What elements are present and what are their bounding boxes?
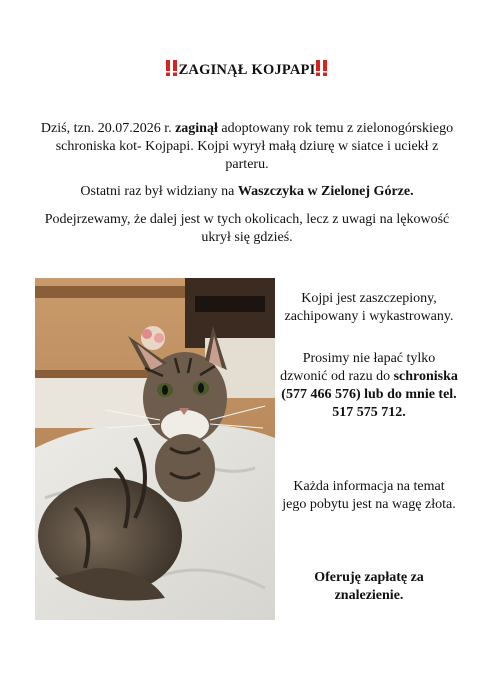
intro-text: Dziś, tzn. 20.07.2026 r. <box>40 121 176 136</box>
intro-bold: zaginął <box>175 121 218 136</box>
suspicion-paragraph: Podejrzewamy, że dalej jest w tych okolicach, lecz z uwagi na lękowość ukrył się gdzieś. <box>44 212 450 245</box>
contact-request-text: Prosimy nie łapać tylko dzwonić od razu do <box>280 351 436 384</box>
contact-request <box>280 350 458 422</box>
intro-paragraph <box>40 120 454 174</box>
health-info: Kojpi jest zaszczepiony, zachipowany i wykastrowany. <box>284 291 454 324</box>
last-seen-location: Waszczyka w Zielonej Górze. <box>237 184 414 199</box>
last-seen-text: Ostatni raz był widziany na <box>80 184 238 199</box>
title-text: ZAGINĄŁ KOJPAPI <box>178 62 316 78</box>
cat-photo <box>35 278 275 620</box>
info-value: Każda informacja na temat jego pobytu jest na wagę złota. <box>282 479 456 512</box>
contact-phone-numbers: schroniska (577 466 576) lub do mnie tel. 517 575 712. <box>281 369 458 420</box>
double-exclamation-icon <box>315 60 329 76</box>
intro-text-rest: adoptowany rok temu z zielonogórskiego schroniska kot- Kojpapi. Kojpi wyrył małą dziurę w siatce i uciekł z parteru. <box>55 121 454 172</box>
last-seen-paragraph <box>40 183 454 201</box>
double-exclamation-icon <box>165 60 179 76</box>
reward-offer: Oferuję zapłatę za znalezienie. <box>314 570 424 603</box>
poster-title <box>0 60 494 79</box>
